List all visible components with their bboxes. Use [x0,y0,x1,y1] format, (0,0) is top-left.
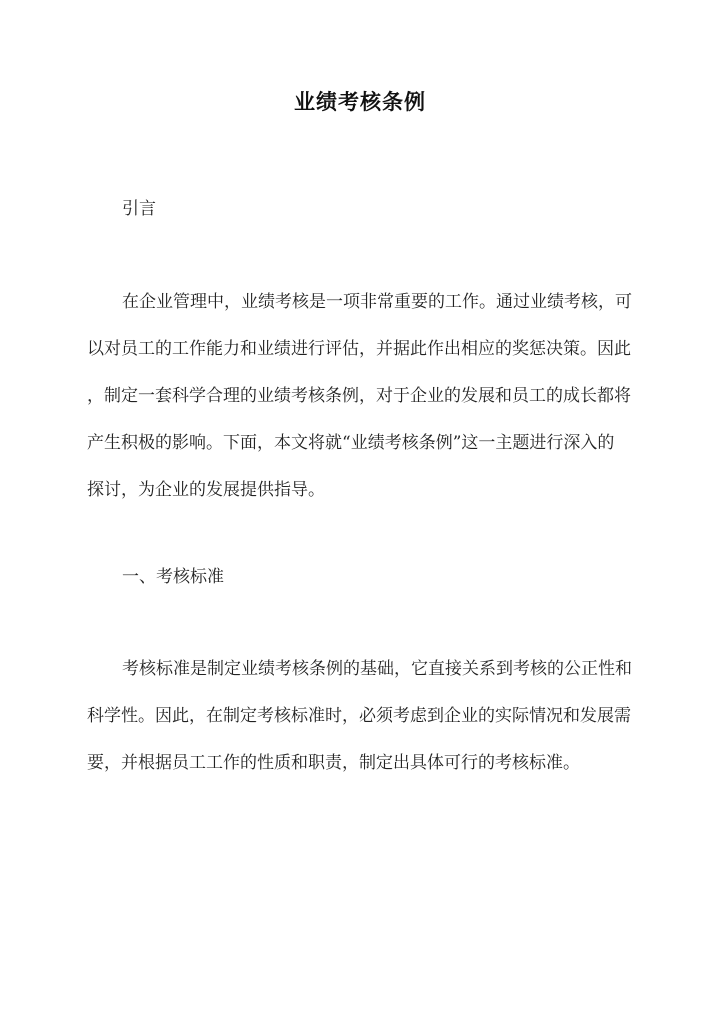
paragraph-line: 考核标准是制定业绩考核条例的基础，它直接关系到考核的公正性和 [122,659,632,679]
paragraph-line: ，制定一套科学合理的业绩考核条例，对于企业的发展和员工的成长都将 [87,386,631,406]
paragraph-line: 产生积极的影响。下面，本文将就“业绩考核条例”这一主题进行深入的 [87,433,615,453]
paragraph-line: 在企业管理中，业绩考核是一项非常重要的工作。通过业绩考核，可 [122,292,632,312]
introduction-paragraph [87,289,633,524]
paragraph-line: 要，并根据员工工作的性质和职责，制定出具体可行的考核标准。 [87,753,580,773]
document-title: 业绩考核条例 [294,89,426,114]
paragraph-line: 科学性。因此，在制定考核标准时，必须考虑到企业的实际情况和发展需 [87,706,631,726]
paragraph-line: 以对员工的工作能力和业绩进行评估，并据此作出相应的奖惩决策。因此 [87,339,631,359]
section-heading-introduction: 引言 [122,199,156,219]
assessment-standards-paragraph [87,656,633,797]
section-heading-assessment-standards: 一、考核标准 [122,567,224,587]
paragraph-line: 探讨，为企业的发展提供指导。 [87,480,325,500]
